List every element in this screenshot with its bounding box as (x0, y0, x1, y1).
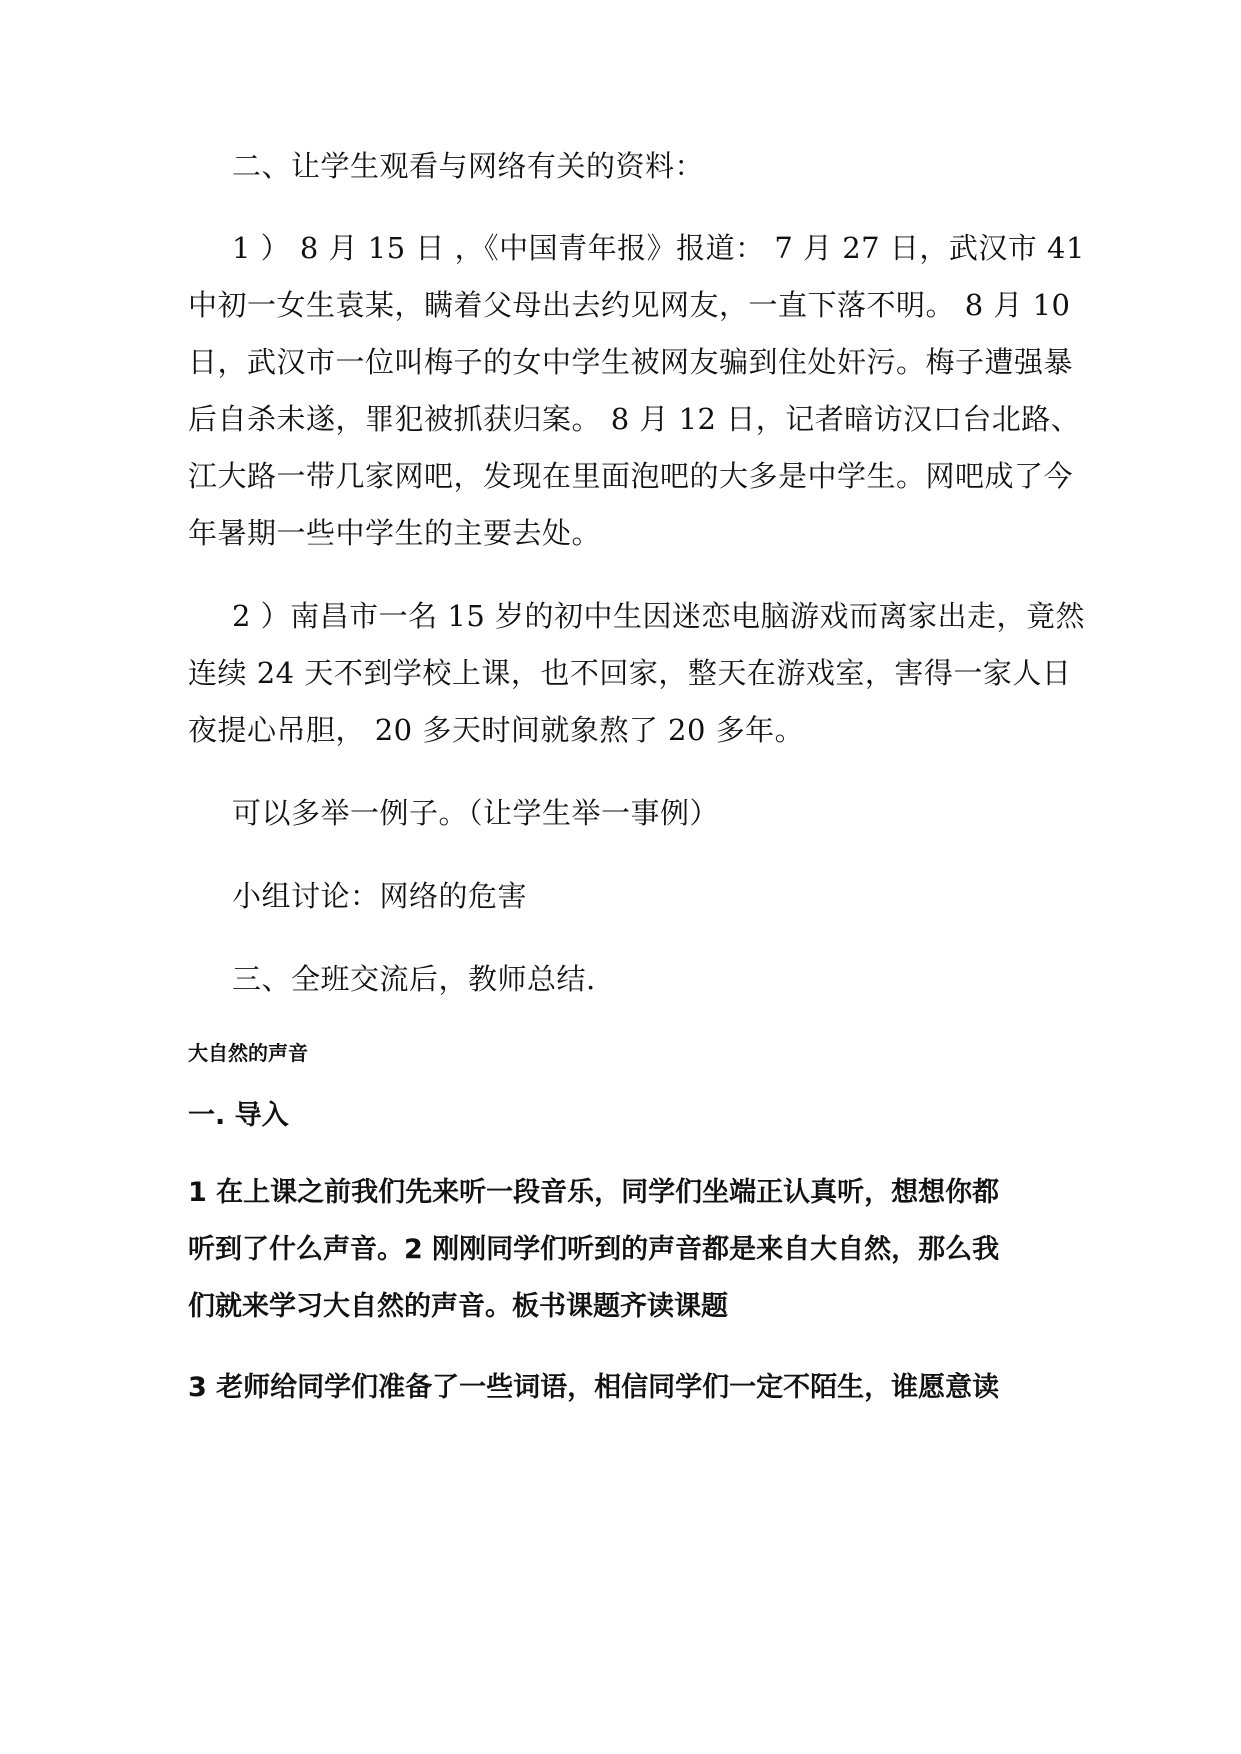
item1-line-4: 后自杀未遂，罪犯被抓获归案。 8 月 12 日，记者暗访汉口台北路、 (188, 402, 1081, 436)
item1-line-6: 年暑期一些中学生的主要去处。 (188, 516, 602, 550)
intro-heading: 一. 导入 (188, 1100, 289, 1131)
item2-line-2: 连续 24 天不到学校上课，也不回家，整天在游戏室，害得一家人日 (188, 656, 1072, 690)
group-discussion: 小组讨论：网络的危害 (232, 879, 528, 913)
item1-line-3: 日，武汉市一位叫梅子的女中学生被网友骗到住处奸污。梅子遭强暴 (188, 345, 1074, 379)
section-three: 三、全班交流后，教师总结. (232, 962, 596, 996)
item2-line-1: 2 ）南昌市一名 15 岁的初中生因迷恋电脑游戏而离家出走，竟然 (232, 599, 1086, 633)
lesson-line-1: 1 在上课之前我们先来听一段音乐，同学们坐端正认真听，想想你都 (188, 1177, 1000, 1208)
lesson-line-3: 们就来学习大自然的声音。板书课题齐读课题 (188, 1291, 728, 1322)
more-examples: 可以多举一例子。（让学生举一事例） (232, 796, 720, 830)
lesson-title: 大自然的声音 (188, 1041, 308, 1065)
item2-line-3: 夜提心吊胆， 20 多天时间就象熬了 20 多年。 (188, 713, 805, 747)
lesson-line-2: 听到了什么声音。2 刚刚同学们听到的声音都是来自大自然，那么我 (188, 1234, 1000, 1265)
section-two-heading: 二、让学生观看与网络有关的资料： (232, 149, 705, 183)
item1-line-5: 江大路一带几家网吧，发现在里面泡吧的大多是中学生。网吧成了今 (188, 459, 1074, 493)
item1-line-1: 1 ） 8 月 15 日 ，《中国青年报》报道： 7 月 27 日，武汉市 41 (232, 231, 1085, 265)
item1-line-2: 中初一女生袁某，瞒着父母出去约见网友，一直下落不明。 8 月 10 (188, 288, 1071, 322)
lesson-line-4: 3 老师给同学们准备了一些词语，相信同学们一定不陌生，谁愿意读 (188, 1372, 1000, 1403)
